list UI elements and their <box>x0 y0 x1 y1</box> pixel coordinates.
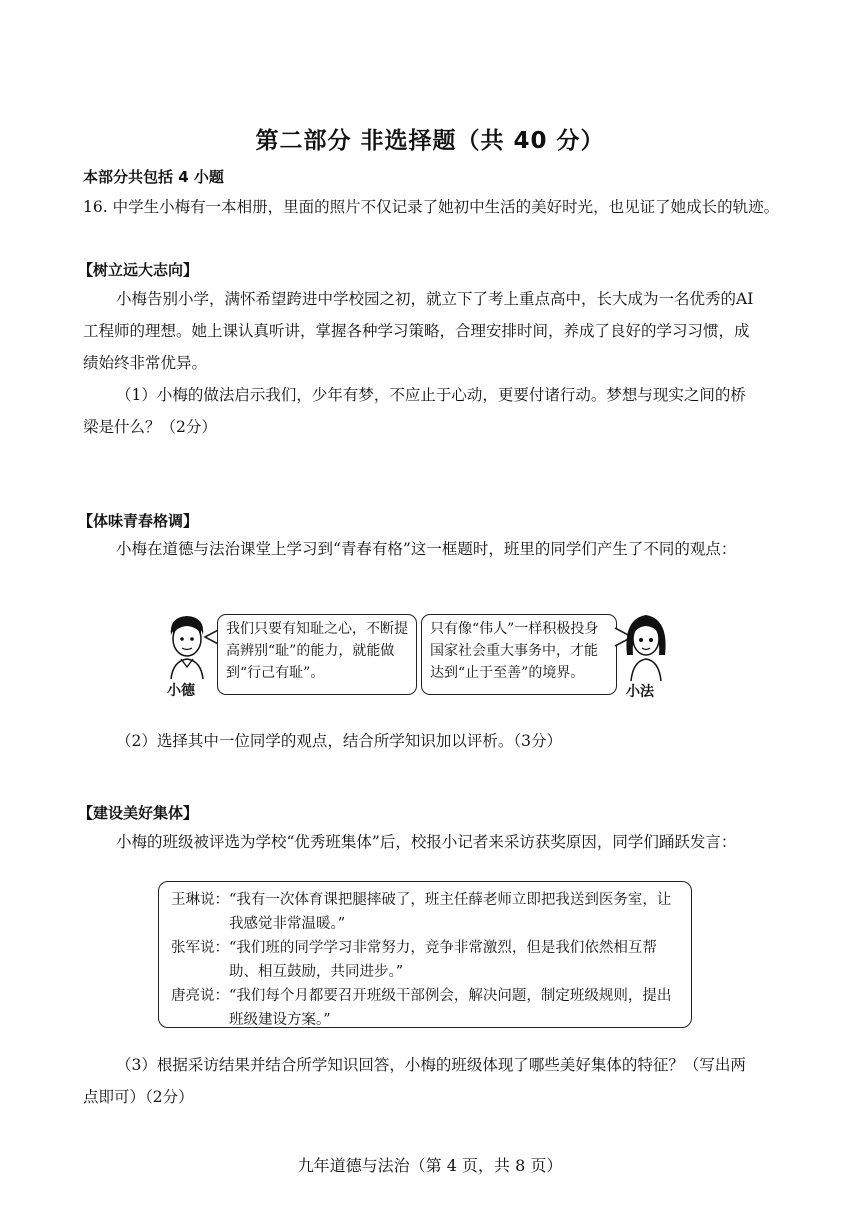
quote-row <box>171 888 679 936</box>
question-16-1: （1）小梅的做法启示我们，少年有梦，不应止于心动，更要付诸行动。梦想与现实之间的桥梁是什么？（2分） <box>83 386 746 436</box>
section-title: 第二部分 非选择题（共 40 分） <box>255 128 605 154</box>
heading-collective: 【建设美好集体】 <box>78 804 199 822</box>
quote-speaker: 唐亮说： <box>171 988 229 1004</box>
interview-quotes-box <box>158 881 692 1028</box>
heading-ideals: 【树立远大志向】 <box>78 261 199 279</box>
quote-speaker: 张军说： <box>171 940 229 956</box>
text-ideals: 小梅告别小学，满怀希望跨进中学校园之初，就立下了考上重点高中，长大成为一名优秀的AI工程师的理想。她上课认真听讲，掌握各种学习策略，合理安排时间，养成了良好的学习习惯，成绩始终非常优异。 <box>83 290 754 372</box>
text-youth: 小梅在道德与法治课堂上学习到“青春有格”这一框题时，班里的同学们产生了不同的观点： <box>116 540 737 558</box>
girl-illustration <box>621 609 671 683</box>
quote-row <box>171 984 679 1032</box>
quote-text: “我们每个月都要召开班级干部例会，解决问题，制定班级规则，提出班级建设方案。” <box>229 988 672 1028</box>
quote-text: “我有一次体育课把腿摔破了，班主任薛老师立即把我送到医务室，让我感觉非常温暖。” <box>229 892 672 932</box>
quote-row <box>171 936 679 984</box>
right-student-name: 小法 <box>626 684 654 700</box>
left-speech-bubble: 我们只要有知耻之心，不断提高辨别“耻”的能力，就能做到“行己有耻”。 <box>217 614 417 695</box>
question-16-2: （2）选择其中一位同学的观点，结合所学知识加以评析。（3分） <box>116 732 562 750</box>
question-16-3: （3）根据采访结果并结合所学知识回答，小梅的班级体现了哪些美好集体的特征？（写出两点即可）（2分） <box>83 1056 746 1106</box>
quote-text: “我们班的同学学习非常努力，竞争非常激烈，但是我们依然相互帮助、相互鼓励，共同进步。” <box>229 940 657 980</box>
left-student-name: 小德 <box>167 683 195 699</box>
page-footer: 九年道德与法治（第 4 页，共 8 页） <box>297 1156 563 1175</box>
quote-speaker: 王琳说： <box>171 892 229 908</box>
section-subtitle: 本部分共包括 4 小题 <box>83 168 224 186</box>
text-collective: 小梅的班级被评选为学校“优秀班集体”后，校报小记者来采访获奖原因，同学们踊跃发言： <box>116 833 737 851</box>
question-16-stem: 16. 中学生小梅有一本相册，里面的照片不仅记录了她初中生活的美好时光，也见证了她成长的轨迹。 <box>83 198 780 216</box>
right-speech-bubble: 只有像“伟人”一样积极投身国家社会重大事务中，才能达到“止于至善”的境界。 <box>421 614 617 695</box>
heading-youth: 【体味青春格调】 <box>78 512 199 530</box>
